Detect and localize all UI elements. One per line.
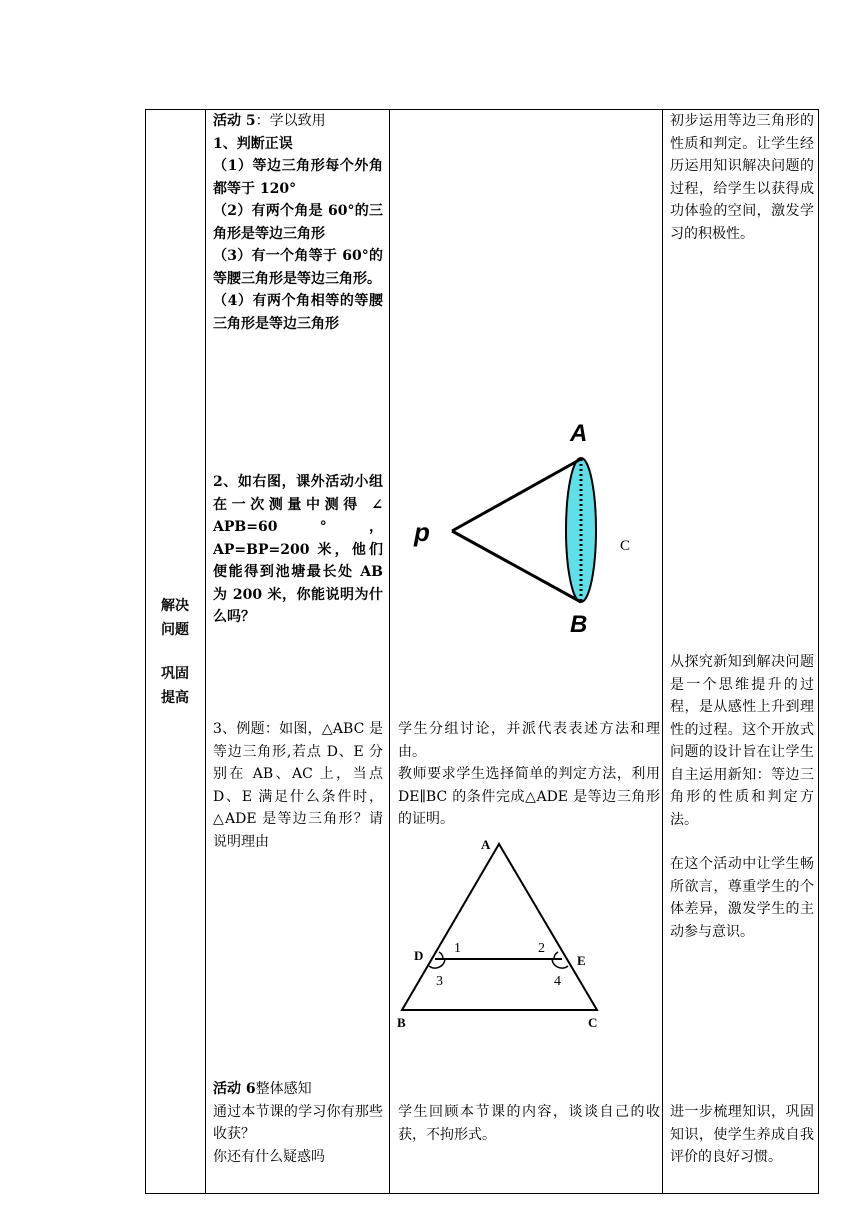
triangle-figure bbox=[392, 834, 614, 1034]
activity5-header bbox=[213, 110, 383, 155]
table-divider-3 bbox=[662, 109, 663, 1194]
segment-pb bbox=[452, 531, 581, 602]
table-border-left bbox=[145, 109, 146, 1194]
activity6-block bbox=[213, 1078, 383, 1168]
activity5-title-rest: ：学以致用 bbox=[255, 113, 326, 129]
design-intent-3: 在这个活动中让学生畅所欲言，尊重学生的个体差异，激发学生的主动参与意识。 bbox=[670, 856, 814, 940]
angle-arc-4 bbox=[552, 959, 568, 968]
angle-arc-2 bbox=[554, 952, 558, 959]
stage-line: 解决 bbox=[161, 598, 189, 614]
stage-line: 问题 bbox=[161, 622, 189, 638]
design-intent-1: 初步运用等边三角形的性质和判定。让学生经历运用知识解决问题的过程，给学生以获得成功体验的空间，激发学习的积极性。 bbox=[670, 113, 814, 242]
angle-label-2: 2 bbox=[538, 941, 545, 956]
label-b: B bbox=[570, 611, 588, 638]
activity6-title: 活动 6 bbox=[213, 1081, 256, 1097]
label-a: A bbox=[570, 420, 588, 447]
question3-text: 3、例题：如图，△ABC 是等边三角形,若点 D、E 分别在 AB、AC 上，当点 D、E 满足什么条件时，△ADE 是等边三角形？请说明理由 bbox=[213, 721, 383, 850]
stage-line: 巩固 bbox=[161, 666, 189, 682]
triangle-abc bbox=[402, 844, 597, 1010]
table-divider-2 bbox=[389, 109, 390, 1194]
activity6-prompt-1: 通过本节课的学习你有那些收获？ bbox=[213, 1103, 383, 1142]
segment-pa bbox=[452, 459, 581, 531]
question1-title: 1、判断正误 bbox=[213, 135, 293, 152]
label-a: A bbox=[481, 837, 491, 852]
stage-label-2 bbox=[148, 662, 202, 710]
activity6-prompt-2: 你还有什么疑惑吗 bbox=[213, 1148, 325, 1165]
design-intent-2: 从探究新知到解决问题是一个思维提升的过程，是从感性上升到理性的过程。这个开放式问题的设计旨在让学生自主运用新知：等边三角形的性质和判定方法。 bbox=[670, 654, 814, 828]
question1-items bbox=[213, 155, 383, 335]
angle-label-3: 3 bbox=[436, 974, 443, 989]
question1-item: （3）有一个角等于 60°的等腰三角形是等边三角形。 bbox=[213, 248, 383, 287]
table-border-right bbox=[818, 109, 819, 1194]
label-c: C bbox=[620, 538, 631, 554]
activity6-student-text: 学生回顾本节课的内容，谈谈自己的收获，不拘形式。 bbox=[398, 1104, 660, 1143]
question2-text: 2、如右图，课外活动小组在一次测量中测得 ∠ APB=60 ° ，AP=BP=200 米，他们便能得到池塘最长处 AB 为 200 米，你能说明为什么吗？ bbox=[213, 474, 383, 625]
activity6-intent-text: 进一步梳理知识，巩固知识，使学生养成自我评价的良好习惯。 bbox=[670, 1104, 814, 1165]
teacher-requirement-text: 教师要求学生选择简单的判定方法，利用 DE∥BC 的条件完成△ADE 是等边三角形的证明。 bbox=[398, 766, 660, 827]
label-d: D bbox=[414, 948, 424, 963]
angle-label-4: 4 bbox=[554, 974, 561, 989]
stage-line: 提高 bbox=[161, 690, 189, 706]
angle-arc-1 bbox=[439, 952, 443, 959]
label-c: C bbox=[588, 1015, 598, 1030]
label-b: B bbox=[397, 1015, 406, 1030]
question1-item: （2）有两个角是 60°的三角形是等边三角形 bbox=[213, 203, 383, 242]
question1-item: （1）等边三角形每个外角都等于 120° bbox=[213, 158, 383, 197]
stage-label-1 bbox=[148, 594, 202, 642]
label-p: p bbox=[414, 517, 430, 547]
table-border-bottom bbox=[145, 1193, 819, 1194]
activity5-title: 活动 5 bbox=[213, 113, 256, 129]
pond-figure bbox=[400, 410, 660, 640]
question1-item: （4）有两个角相等的等腰三角形是等边三角形 bbox=[213, 293, 383, 332]
activity6-title-rest: 整体感知 bbox=[255, 1081, 312, 1097]
table-divider-1 bbox=[205, 109, 206, 1194]
label-e: E bbox=[577, 953, 586, 968]
student-activity-text: 学生分组讨论，并派代表表述方法和理由。 bbox=[398, 721, 660, 760]
angle-label-1: 1 bbox=[454, 941, 461, 956]
